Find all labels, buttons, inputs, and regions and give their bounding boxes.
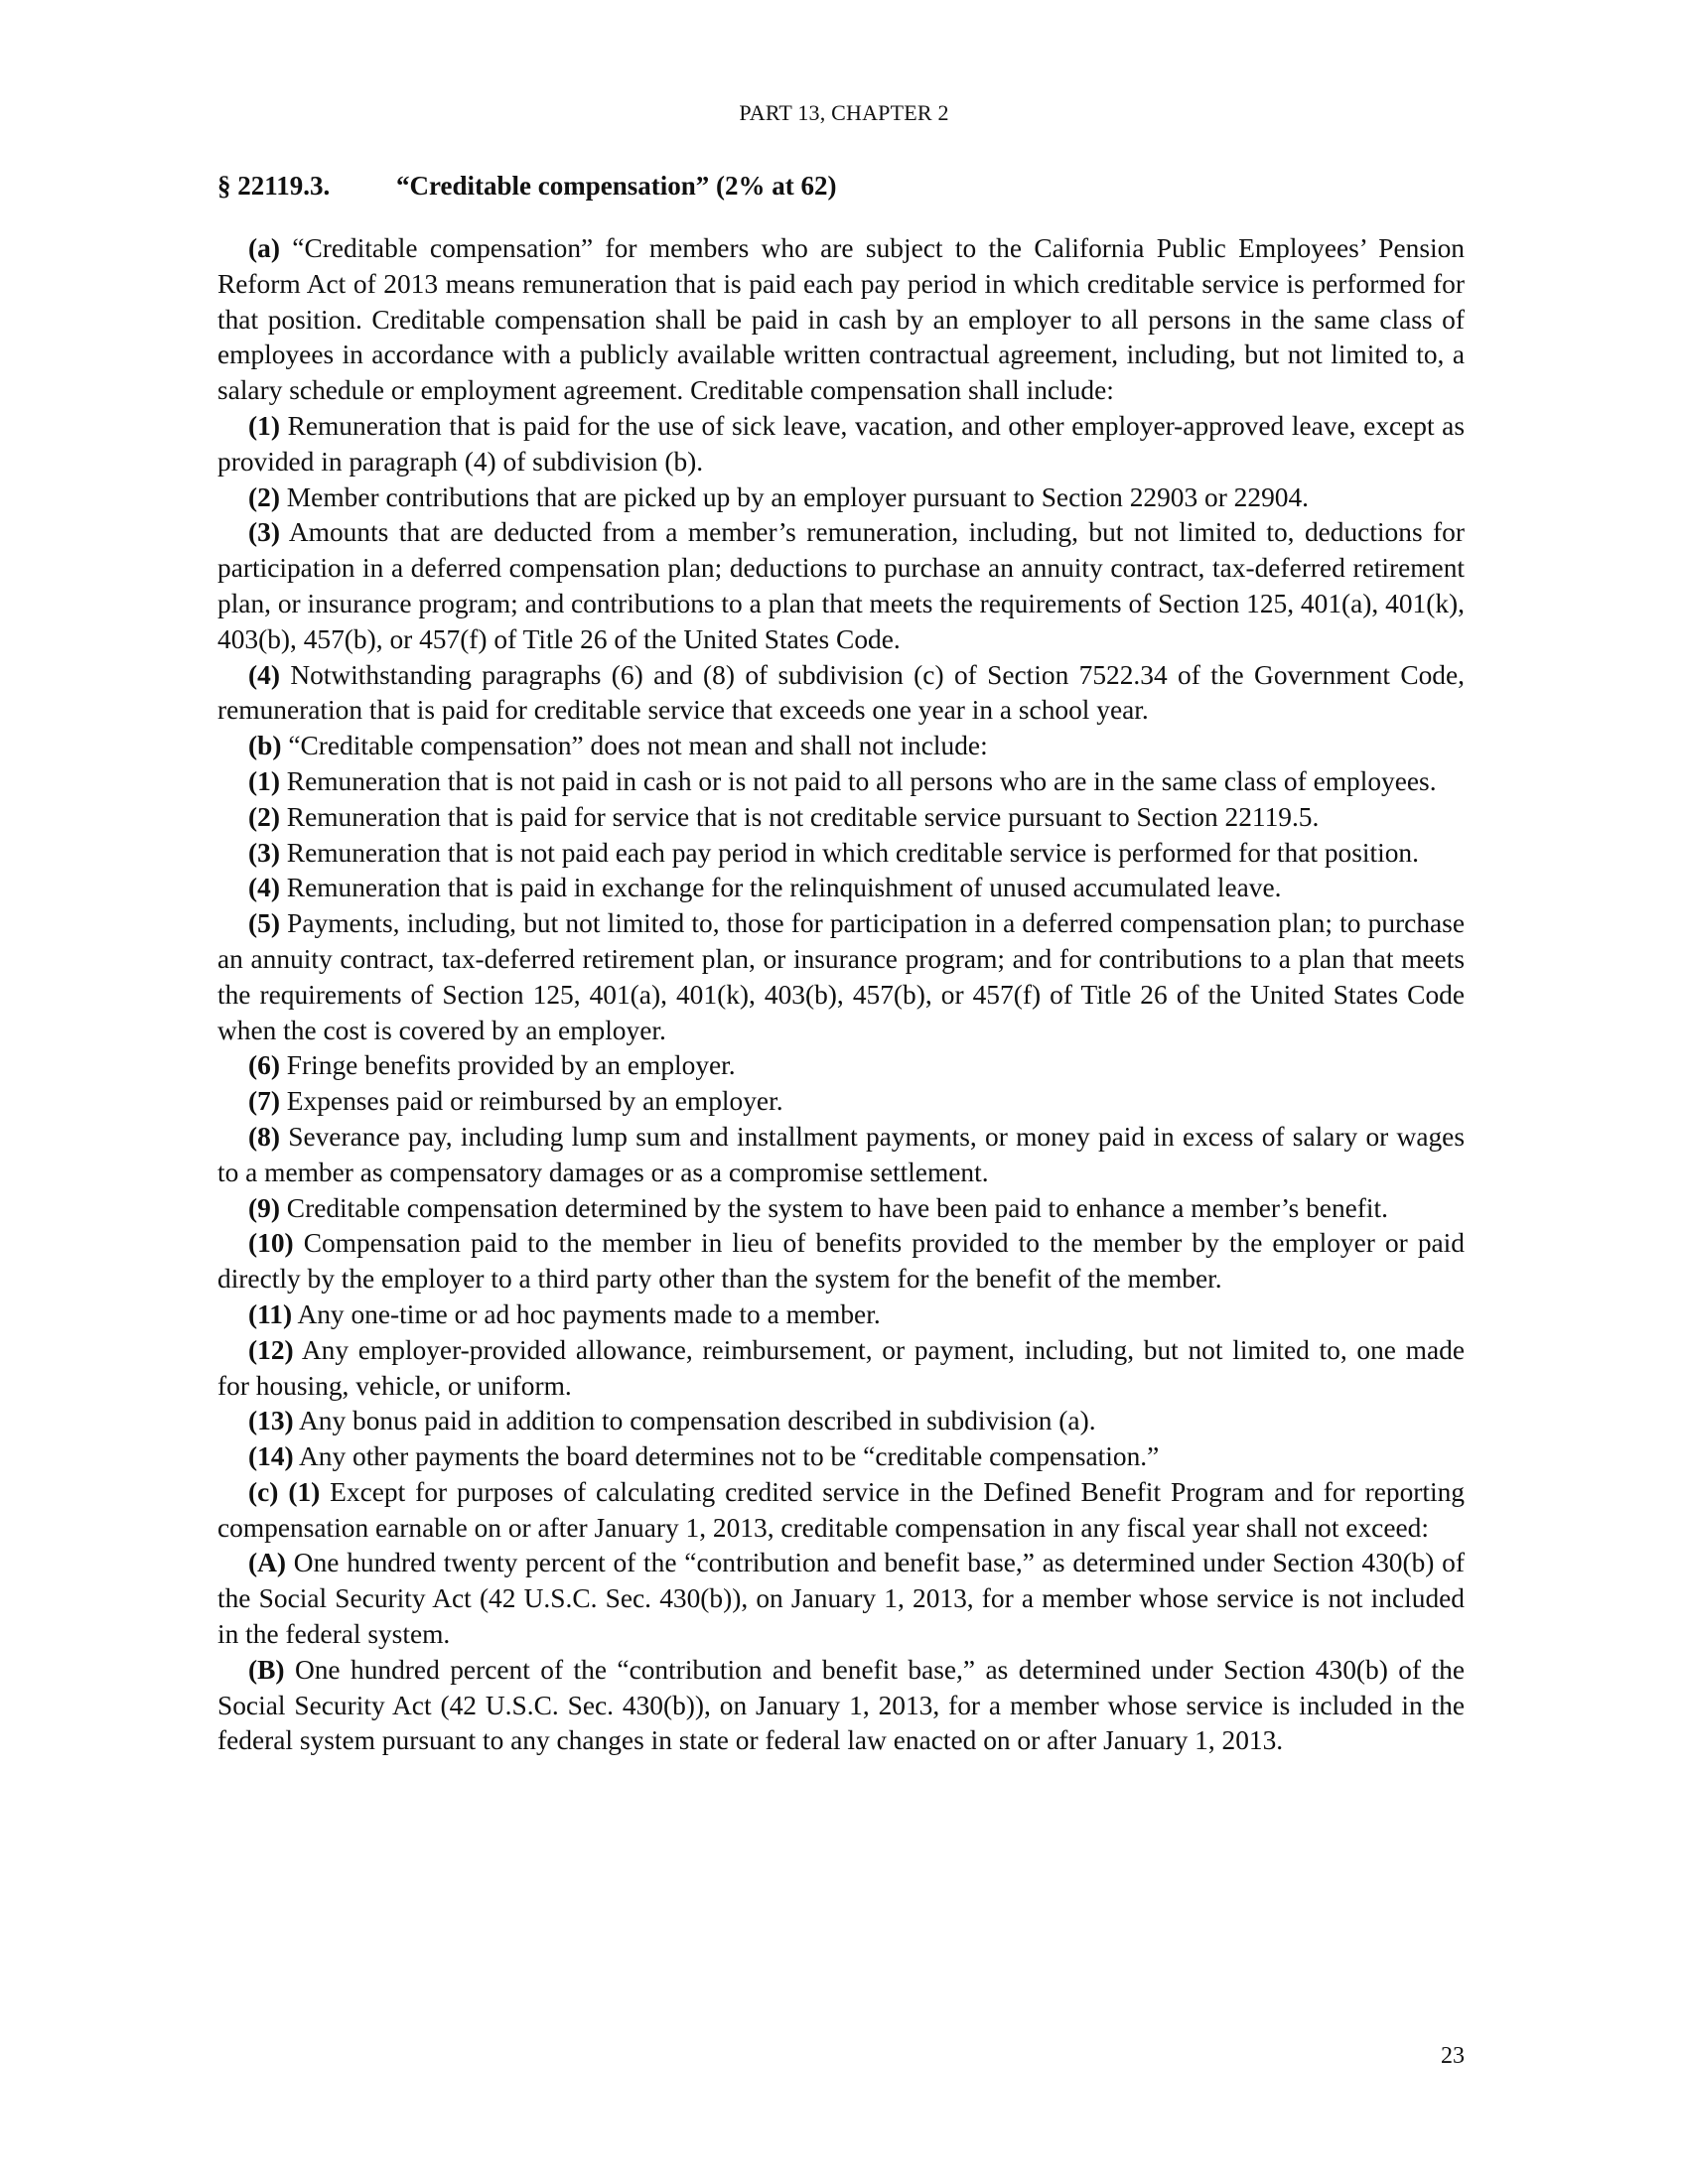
- paragraph-marker: (2): [248, 481, 280, 512]
- paragraph-b: [217, 729, 1465, 764]
- paragraph-b-12: [217, 1333, 1465, 1405]
- paragraph-text: Remuneration that is paid in exchange for the relinquishment of unused accumulated leave.: [279, 873, 1282, 903]
- paragraph-a-4: [217, 658, 1465, 730]
- paragraph-marker: (8): [248, 1121, 280, 1152]
- paragraph-marker: (1): [248, 410, 280, 441]
- paragraph-c-1-B: [217, 1653, 1465, 1759]
- paragraph-text: Payments, including, but not limited to, those for participation in a deferred compensation plan; to purchase an annuity contract, tax-deferred retirement plan, or insurance program; and for contributions to a plan that meets the requirements of Section 125, 401(a), 401(k), 403(b), 457(b), or 457(f) of Title 26 of the United States Code when the cost is covered by an employer.: [217, 908, 1465, 1045]
- paragraph-b-2: [217, 800, 1465, 836]
- paragraph-b-7: [217, 1084, 1465, 1120]
- paragraph-marker: (12): [248, 1334, 294, 1365]
- paragraph-marker: (A): [248, 1548, 287, 1578]
- paragraph-marker: (7): [248, 1086, 280, 1117]
- paragraph-b-1: [217, 764, 1465, 800]
- paragraph-marker: (b): [248, 731, 282, 761]
- paragraph-marker: (6): [248, 1050, 280, 1081]
- paragraph-text: Any other payments the board determines not to be “creditable compensation.”: [293, 1441, 1160, 1472]
- paragraph-text: “Creditable compensation” does not mean and shall not include:: [281, 731, 988, 761]
- paragraph-marker: (14): [248, 1441, 294, 1472]
- paragraph-text: Expenses paid or reimbursed by an employer.: [279, 1086, 783, 1117]
- paragraph-a: [217, 231, 1465, 409]
- paragraph-c-1: [217, 1475, 1465, 1547]
- paragraph-marker: (10): [248, 1228, 294, 1259]
- paragraph-text: One hundred twenty percent of the “contribution and benefit base,” as determined under Section 430(b) of the Social Security Act (42 U.S.C. Sec. 430(b)), on January 1, 2013, for a member whose service is not included in the federal system.: [217, 1548, 1465, 1650]
- paragraph-text: Any employer-provided allowance, reimbursement, or payment, including, but not limited to, one made for housing, vehicle, or uniform.: [217, 1334, 1465, 1401]
- paragraph-text: Any one-time or ad hoc payments made to a member.: [292, 1298, 881, 1329]
- paragraph-marker: (9): [248, 1192, 280, 1223]
- statute-body: [217, 231, 1465, 1759]
- paragraph-text: Severance pay, including lump sum and installment payments, or money paid in excess of salary or wages to a member as compensatory damages or as a compromise settlement.: [217, 1121, 1465, 1187]
- paragraph-text: Compensation paid to the member in lieu of benefits provided to the member by the employer or paid directly by the employer to a third party other than the system for the benefit of the member.: [217, 1228, 1465, 1295]
- paragraph-b-11: [217, 1297, 1465, 1333]
- paragraph-b-14: [217, 1439, 1465, 1475]
- paragraph-b-4: [217, 871, 1465, 906]
- paragraph-text: Remuneration that is not paid each pay period in which creditable service is performed for that position.: [279, 837, 1419, 868]
- paragraph-text: Remuneration that is not paid in cash or is not paid to all persons who are in the same class of employees.: [279, 765, 1437, 796]
- paragraph-b-13: [217, 1404, 1465, 1439]
- paragraph-marker: (a): [248, 233, 280, 263]
- section-number: § 22119.3.: [217, 171, 331, 201]
- section-heading: [217, 171, 836, 202]
- paragraph-marker: (11): [248, 1298, 293, 1329]
- paragraph-text: Any bonus paid in addition to compensation described in subdivision (a).: [293, 1406, 1096, 1436]
- paragraph-text: Amounts that are deducted from a member’s remuneration, including, but not limited to, deductions for participation in a deferred compensation plan; deductions to purchase an annuity contract, tax-deferred retirement plan, or insurance program; and contributions to a plan that meets the requirements of Section 125, 401(a), 401(k), 403(b), 457(b), or 457(f) of Title 26 of the United States Code.: [217, 517, 1465, 654]
- paragraph-b-8: [217, 1120, 1465, 1191]
- paragraph-marker: (c) (1): [248, 1476, 321, 1507]
- paragraph-text: Creditable compensation determined by the system to have been paid to enhance a member’s benefit.: [279, 1192, 1389, 1223]
- paragraph-marker: (1): [248, 765, 280, 796]
- paragraph-b-6: [217, 1048, 1465, 1084]
- paragraph-c-1-A: [217, 1546, 1465, 1652]
- paragraph-text: Notwithstanding paragraphs (6) and (8) of subdivision (c) of Section 7522.34 of the Government Code, remuneration that is paid for creditable service that exceeds one year in a school year.: [217, 659, 1465, 726]
- paragraph-b-3: [217, 836, 1465, 872]
- paragraph-text: “Creditable compensation” for members who are subject to the California Public Employees’ Pension Reform Act of 2013 means remuneration that is paid each pay period in which creditable service is performed for that position. Creditable compensation shall be paid in cash by an employer to all persons in the same class of employees in accordance with a publicly available written contractual agreement, including, but not limited to, a salary schedule or employment agreement. Creditable compensation shall include:: [217, 233, 1465, 406]
- paragraph-marker: (2): [248, 801, 280, 832]
- running-head: PART 13, CHAPTER 2: [739, 100, 949, 125]
- paragraph-marker: (5): [248, 908, 280, 939]
- paragraph-text: Remuneration that is paid for the use of sick leave, vacation, and other employer-approved leave, except as provided in paragraph (4) of subdivision (b).: [217, 410, 1465, 477]
- paragraph-marker: (3): [248, 517, 280, 548]
- paragraph-a-3: [217, 515, 1465, 657]
- paragraph-text: Member contributions that are picked up by an employer pursuant to Section 22903 or 22904.: [279, 481, 1310, 512]
- paragraph-marker: (4): [248, 659, 280, 690]
- paragraph-b-10: [217, 1226, 1465, 1297]
- paragraph-text: Except for purposes of calculating credited service in the Defined Benefit Program and for reporting compensation earnable on or after January 1, 2013, creditable compensation in any fiscal year shall not exceed:: [217, 1476, 1465, 1543]
- paragraph-b-9: [217, 1191, 1465, 1227]
- paragraph-marker: (3): [248, 837, 280, 868]
- paragraph-a-2: [217, 480, 1465, 516]
- paragraph-b-5: [217, 906, 1465, 1048]
- paragraph-marker: (4): [248, 873, 280, 903]
- paragraph-a-1: [217, 409, 1465, 480]
- paragraph-marker: (B): [248, 1654, 285, 1685]
- page-number: 23: [1441, 2043, 1465, 2069]
- paragraph-text: Fringe benefits provided by an employer.: [279, 1050, 736, 1081]
- section-title: “Creditable compensation” (2% at 62): [396, 171, 837, 201]
- paragraph-marker: (13): [248, 1406, 294, 1436]
- paragraph-text: Remuneration that is paid for service that is not creditable service pursuant to Section 22119.5.: [279, 801, 1320, 832]
- paragraph-text: One hundred percent of the “contribution and benefit base,” as determined under Section 430(b) of the Social Security Act (42 U.S.C. Sec. 430(b)), on January 1, 2013, for a member whose service is included in the federal system pursuant to any changes in state or federal law enacted on or after January 1, 2013.: [217, 1654, 1465, 1756]
